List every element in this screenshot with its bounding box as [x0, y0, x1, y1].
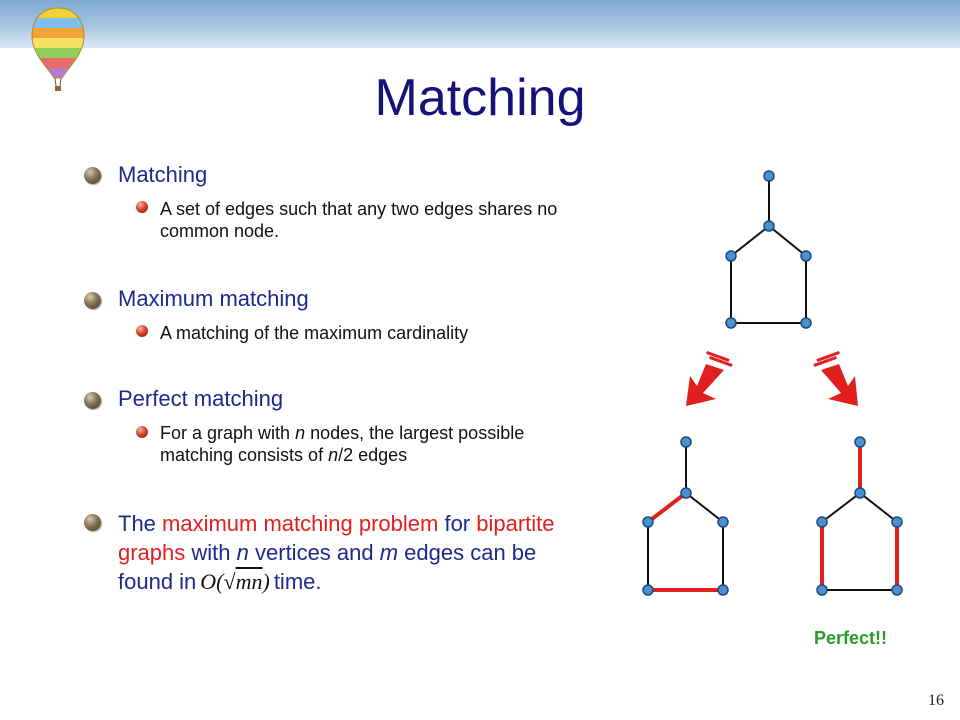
variable-n: n [328, 445, 339, 465]
bullet-red-icon [136, 325, 148, 337]
complexity-formula: O(√mn) [200, 569, 270, 594]
arrow-down-right-icon [813, 351, 858, 406]
highlight-bipartite-graphs: bipartite graphs [118, 511, 555, 565]
graph-node [726, 318, 736, 328]
graph-node [817, 585, 827, 595]
bullet-maximum-matching-definition: A matching of the maximum cardinality [160, 323, 469, 343]
slide-title: Matching [374, 69, 586, 127]
perfect-matching-graph [822, 442, 897, 590]
maximum-matching-graph [648, 442, 723, 590]
bullet-bronze-icon [84, 292, 101, 309]
graph-node [726, 251, 736, 261]
graph-node [855, 488, 865, 498]
graph-node [681, 437, 691, 447]
graph-node [643, 517, 653, 527]
bullet-bronze-icon [84, 392, 101, 409]
graph-node [643, 585, 653, 595]
bullet-maximum-matching: Maximum matching [118, 286, 309, 311]
graph-node [892, 585, 902, 595]
slide-number: 16 [928, 692, 944, 709]
text-fragment: time. [273, 569, 322, 594]
formula-radicand: mn [235, 569, 263, 594]
graph-node [855, 437, 865, 447]
graph-diagram [600, 160, 920, 600]
graph-node [764, 171, 774, 181]
text-fragment: edges can be found in [118, 540, 537, 594]
graph-node [892, 517, 902, 527]
variable-m: m [379, 540, 399, 565]
text-fragment: For a graph with [160, 423, 296, 443]
text-fragment: for [438, 511, 477, 536]
highlight-maximum-matching-problem: maximum matching problem [162, 511, 439, 536]
bullet-bronze-icon [84, 514, 101, 531]
text-fragment: with [185, 540, 237, 565]
variable-n: n [295, 423, 306, 443]
text-fragment: /2 edges [338, 445, 408, 465]
arrow-down-left-icon [686, 351, 733, 406]
graph-node [718, 585, 728, 595]
bullet-perfect-matching: Perfect matching [118, 386, 284, 411]
graph-node [681, 488, 691, 498]
bullet-matching: Matching [118, 162, 208, 187]
bullet-perfect-matching-definition [160, 422, 600, 466]
graph-node [817, 517, 827, 527]
bullet-red-icon [136, 201, 148, 213]
graph-node [801, 251, 811, 261]
graph-node [718, 517, 728, 527]
original-graph [731, 176, 806, 323]
perfect-caption: Perfect!! [814, 628, 888, 648]
text-fragment: vertices and [248, 540, 380, 565]
graph-node [801, 318, 811, 328]
formula-prefix: O( [200, 569, 224, 594]
formula-suffix: ) [262, 569, 270, 594]
text-fragment: nodes, the largest possible matching consists of [160, 423, 525, 465]
bullet-complexity [118, 509, 588, 596]
variable-n: n [236, 540, 249, 565]
bullet-red-icon [136, 426, 148, 438]
text-fragment: The [118, 511, 163, 536]
bullet-matching-definition: A set of edges such that any two edges shares no common node. [160, 199, 558, 241]
graph-node [764, 221, 774, 231]
bullet-bronze-icon [84, 167, 101, 184]
